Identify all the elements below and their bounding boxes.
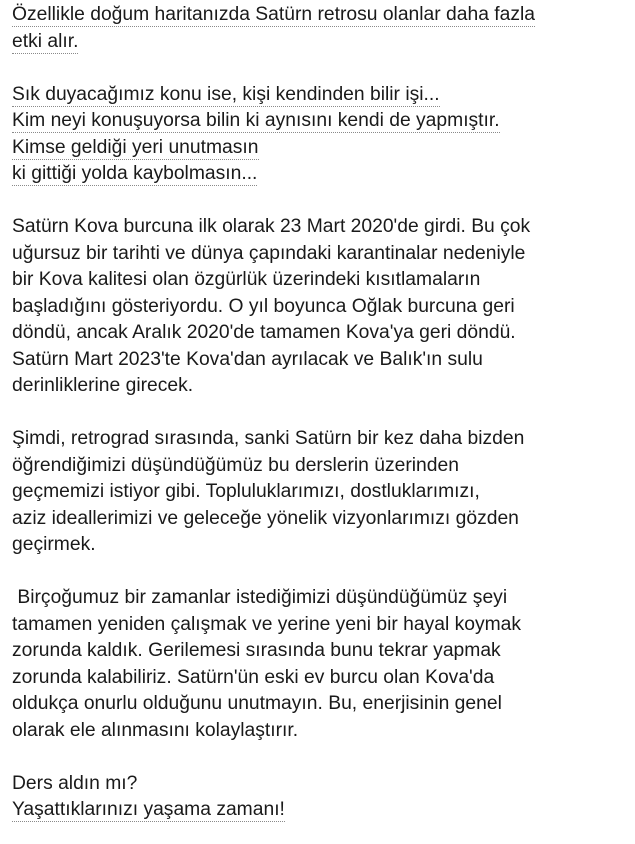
saying-line: ki gittiği yolda kaybolmasın... <box>12 163 258 184</box>
kova-line: derinliklerine girecek. <box>12 375 194 396</box>
saying-line: Kim neyi konuşuyorsa bilin ki aynısını kendi de yapmıştır. <box>12 110 500 131</box>
retrograd-line: aziz ideallerimizi ve geleceğe yönelik vizyonlarımızı gözden <box>12 507 519 529</box>
kova-line: Satürn Mart 2023'te Kova'dan ayrılacak ve Balık'ın sulu <box>12 348 483 370</box>
closing-paragraph <box>12 771 632 824</box>
kova-line: bir Kova kalitesi olan özgürlük üzerindeki kısıtlamaların <box>12 269 481 290</box>
kova-paragraph <box>12 214 632 400</box>
hayal-line: zorunda kalabiliriz. Satürn'ün eski ev burcu olan Kova'da <box>12 666 495 688</box>
retrograd-line: öğrendiğimizi düşündüğümüz bu derslerin üzerinden <box>12 454 459 476</box>
saying-line: Kimse geldiği yeri unutmasın <box>12 136 259 158</box>
retrograd-paragraph <box>12 426 632 559</box>
hayal-line: olarak ele alınmasını kolaylaştırır. <box>12 719 299 741</box>
kova-line: Satürn Kova burcuna ilk olarak 23 Mart 2020'de girdi. Bu çok <box>12 216 531 237</box>
closing-line: Ders aldın mı? <box>12 772 138 794</box>
hayal-paragraph <box>12 585 632 744</box>
intro-line: etki alır. <box>12 30 79 52</box>
kova-line: uğursuz bir tarihti ve dünya çapındaki karantinalar nedeniyle <box>12 242 526 264</box>
intro-line: Özellikle doğum haritanızda Satürn retrosu olanlar daha fazla <box>12 4 536 25</box>
document-body <box>12 0 632 824</box>
saying-line: Sık duyacağımız konu ise, kişi kendinden bilir işi... <box>12 83 440 105</box>
hayal-line: zorunda kaldık. Gerilemesi sırasında bunu tekrar yapmak <box>12 640 501 661</box>
intro-paragraph <box>12 2 632 55</box>
retrograd-line: geçmemizi istiyor gibi. Topluluklarımızı, dostluklarımızı, <box>12 481 480 502</box>
saying-paragraph <box>12 82 632 188</box>
hayal-line: oldukça onurlu olduğunu unutmayın. Bu, enerjisinin genel <box>12 693 502 714</box>
hayal-line: Birçoğumuz bir zamanlar istediğimizi düşündüğümüz şeyi <box>12 587 508 608</box>
closing-line: Yaşattıklarınızı yaşama zamanı! <box>12 799 285 820</box>
kova-line: döndü, ancak Aralık 2020'de tamamen Kova'ya geri döndü. <box>12 322 516 343</box>
kova-line: başladığını gösteriyordu. O yıl boyunca Oğlak burcuna geri <box>12 295 515 317</box>
retrograd-line: geçirmek. <box>12 534 96 555</box>
hayal-line: tamamen yeniden çalışmak ve yerine yeni bir hayal koymak <box>12 613 522 635</box>
retrograd-line: Şimdi, retrograd sırasında, sanki Satürn bir kez daha bizden <box>12 428 525 449</box>
